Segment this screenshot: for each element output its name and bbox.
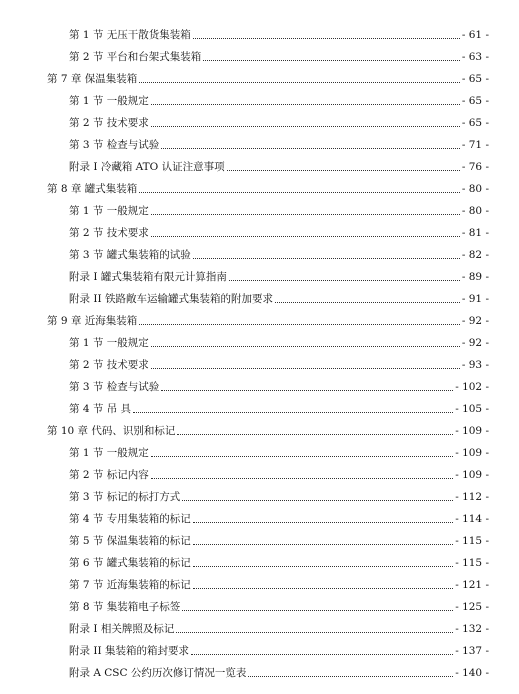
toc-entry-title: 第 4 节 吊 具 [69, 403, 132, 415]
toc-section-entry[interactable] [0, 372, 519, 394]
toc-entry-title: 第 1 节 无压干散货集装箱 [69, 29, 191, 41]
toc-entry-title: 第 2 节 标记内容 [69, 469, 149, 481]
toc-entry-title: 第 3 节 罐式集装箱的试验 [69, 249, 191, 261]
toc-entry-page-number: - 109 - [455, 425, 489, 437]
toc-entry-title: 第 5 节 保温集装箱的标记 [69, 535, 191, 547]
toc-section-entry[interactable] [0, 328, 519, 350]
dot-leader [193, 587, 453, 589]
dot-leader [182, 499, 453, 501]
toc-entry-title: 附录 II 集装箱的箱封要求 [69, 645, 189, 657]
toc-section-entry[interactable] [0, 240, 519, 262]
dot-leader [151, 477, 453, 479]
dot-leader [193, 521, 453, 523]
dot-leader [151, 367, 460, 369]
dot-leader [193, 565, 453, 567]
dot-leader [151, 125, 460, 127]
dot-leader [151, 455, 453, 457]
toc-section-entry[interactable] [0, 438, 519, 460]
toc-entry-page-number: - 65 - [461, 73, 489, 85]
toc-entry-title: 附录 I 罐式集装箱有限元计算指南 [69, 271, 227, 283]
dot-leader [139, 81, 460, 83]
toc-entry-page-number: - 92 - [461, 315, 489, 327]
toc-entry-page-number: - 115 - [455, 557, 489, 569]
toc-entry-page-number: - 121 - [455, 579, 489, 591]
dot-leader [203, 59, 460, 61]
toc-section-entry[interactable] [0, 42, 519, 64]
toc-section-entry[interactable] [0, 108, 519, 130]
toc-entry-title: 第 8 节 集装箱电子标签 [69, 601, 181, 613]
toc-entry-title: 第 3 节 检查与试验 [69, 381, 160, 393]
toc-entry-page-number: - 140 - [455, 667, 489, 679]
toc-section-entry[interactable] [0, 196, 519, 218]
toc-entry-page-number: - 71 - [461, 139, 489, 151]
toc-section-entry[interactable] [0, 614, 519, 636]
toc-section-entry[interactable] [0, 394, 519, 416]
toc-section-entry[interactable] [0, 152, 519, 174]
toc-entry-page-number: - 65 - [461, 95, 489, 107]
dot-leader [161, 389, 453, 391]
toc-section-entry[interactable] [0, 284, 519, 306]
toc-entry-title: 第 3 节 检查与试验 [69, 139, 160, 151]
dot-leader [139, 191, 460, 193]
toc-entry-title: 第 4 节 专用集装箱的标记 [69, 513, 191, 525]
toc-entry-title: 第 2 节 技术要求 [69, 227, 149, 239]
toc-entry-title: 第 1 节 一般规定 [69, 205, 149, 217]
toc-entry-page-number: - 102 - [455, 381, 489, 393]
dot-leader [139, 323, 460, 325]
toc-entry-title: 第 7 节 近海集装箱的标记 [69, 579, 191, 591]
dot-leader [133, 411, 453, 413]
toc-entry-page-number: - 105 - [455, 403, 489, 415]
toc-entry-page-number: - 61 - [461, 29, 489, 41]
toc-section-entry[interactable] [0, 658, 519, 680]
toc-section-entry[interactable] [0, 592, 519, 614]
dot-leader [176, 631, 453, 633]
toc-entry-title: 第 1 节 一般规定 [69, 337, 149, 349]
dot-leader [191, 653, 453, 655]
toc-section-entry[interactable] [0, 262, 519, 284]
toc-section-entry[interactable] [0, 482, 519, 504]
toc-entry-page-number: - 76 - [461, 161, 489, 173]
dot-leader [151, 235, 460, 237]
toc-entry-page-number: - 65 - [461, 117, 489, 129]
toc-entry-page-number: - 80 - [461, 183, 489, 195]
dot-leader [248, 675, 453, 677]
toc-entry-page-number: - 109 - [455, 447, 489, 459]
toc-entry-page-number: - 82 - [461, 249, 489, 261]
toc-entry-title: 附录 II 铁路敞车运输罐式集装箱的附加要求 [69, 293, 273, 305]
toc-chapter-entry[interactable] [0, 306, 519, 328]
toc-entry-title: 附录 I 冷藏箱 ATO 认证注意事项 [69, 161, 225, 173]
dot-leader [151, 213, 460, 215]
toc-entry-page-number: - 132 - [455, 623, 489, 635]
table-of-contents [0, 20, 519, 680]
toc-entry-page-number: - 137 - [455, 645, 489, 657]
toc-entry-page-number: - 89 - [461, 271, 489, 283]
toc-entry-title: 第 7 章 保温集装箱 [47, 73, 138, 85]
toc-entry-title: 附录 A CSC 公约历次修订情况一览表 [69, 667, 247, 679]
dot-leader [193, 543, 453, 545]
toc-section-entry[interactable] [0, 548, 519, 570]
toc-section-entry[interactable] [0, 460, 519, 482]
toc-entry-title: 第 1 节 一般规定 [69, 95, 149, 107]
toc-entry-page-number: - 63 - [461, 51, 489, 63]
toc-entry-title: 第 9 章 近海集装箱 [47, 315, 138, 327]
dot-leader [227, 169, 460, 171]
toc-entry-page-number: - 112 - [455, 491, 489, 503]
toc-entry-title: 第 10 章 代码、识别和标记 [47, 425, 176, 437]
dot-leader [177, 433, 453, 435]
toc-section-entry[interactable] [0, 218, 519, 240]
dot-leader [161, 147, 460, 149]
toc-entry-page-number: - 80 - [461, 205, 489, 217]
dot-leader [193, 37, 460, 39]
toc-entry-page-number: - 115 - [455, 535, 489, 547]
toc-chapter-entry[interactable] [0, 64, 519, 86]
dot-leader [193, 257, 460, 259]
toc-section-entry[interactable] [0, 636, 519, 658]
toc-section-entry[interactable] [0, 350, 519, 372]
toc-entry-title: 第 8 章 罐式集装箱 [47, 183, 138, 195]
dot-leader [151, 103, 460, 105]
toc-section-entry[interactable] [0, 504, 519, 526]
dot-leader [151, 345, 460, 347]
toc-entry-page-number: - 93 - [461, 359, 489, 371]
toc-entry-title: 附录 I 相关牌照及标记 [69, 623, 175, 635]
toc-entry-page-number: - 114 - [455, 513, 489, 525]
toc-entry-title: 第 2 节 平台和台架式集装箱 [69, 51, 202, 63]
toc-entry-page-number: - 92 - [461, 337, 489, 349]
toc-entry-page-number: - 81 - [461, 227, 489, 239]
dot-leader [275, 301, 460, 303]
toc-section-entry[interactable] [0, 526, 519, 548]
toc-entry-page-number: - 91 - [461, 293, 489, 305]
dot-leader [182, 609, 453, 611]
toc-entry-title: 第 2 节 技术要求 [69, 359, 149, 371]
toc-section-entry[interactable] [0, 570, 519, 592]
toc-entry-page-number: - 125 - [455, 601, 489, 613]
toc-entry-title: 第 1 节 一般规定 [69, 447, 149, 459]
toc-entry-title: 第 2 节 技术要求 [69, 117, 149, 129]
toc-entry-title: 第 3 节 标记的标打方式 [69, 491, 181, 503]
toc-section-entry[interactable] [0, 20, 519, 42]
toc-section-entry[interactable] [0, 130, 519, 152]
toc-section-entry[interactable] [0, 86, 519, 108]
dot-leader [229, 279, 460, 281]
toc-entry-page-number: - 109 - [455, 469, 489, 481]
toc-entry-title: 第 6 节 罐式集装箱的标记 [69, 557, 191, 569]
toc-chapter-entry[interactable] [0, 174, 519, 196]
toc-chapter-entry[interactable] [0, 416, 519, 438]
